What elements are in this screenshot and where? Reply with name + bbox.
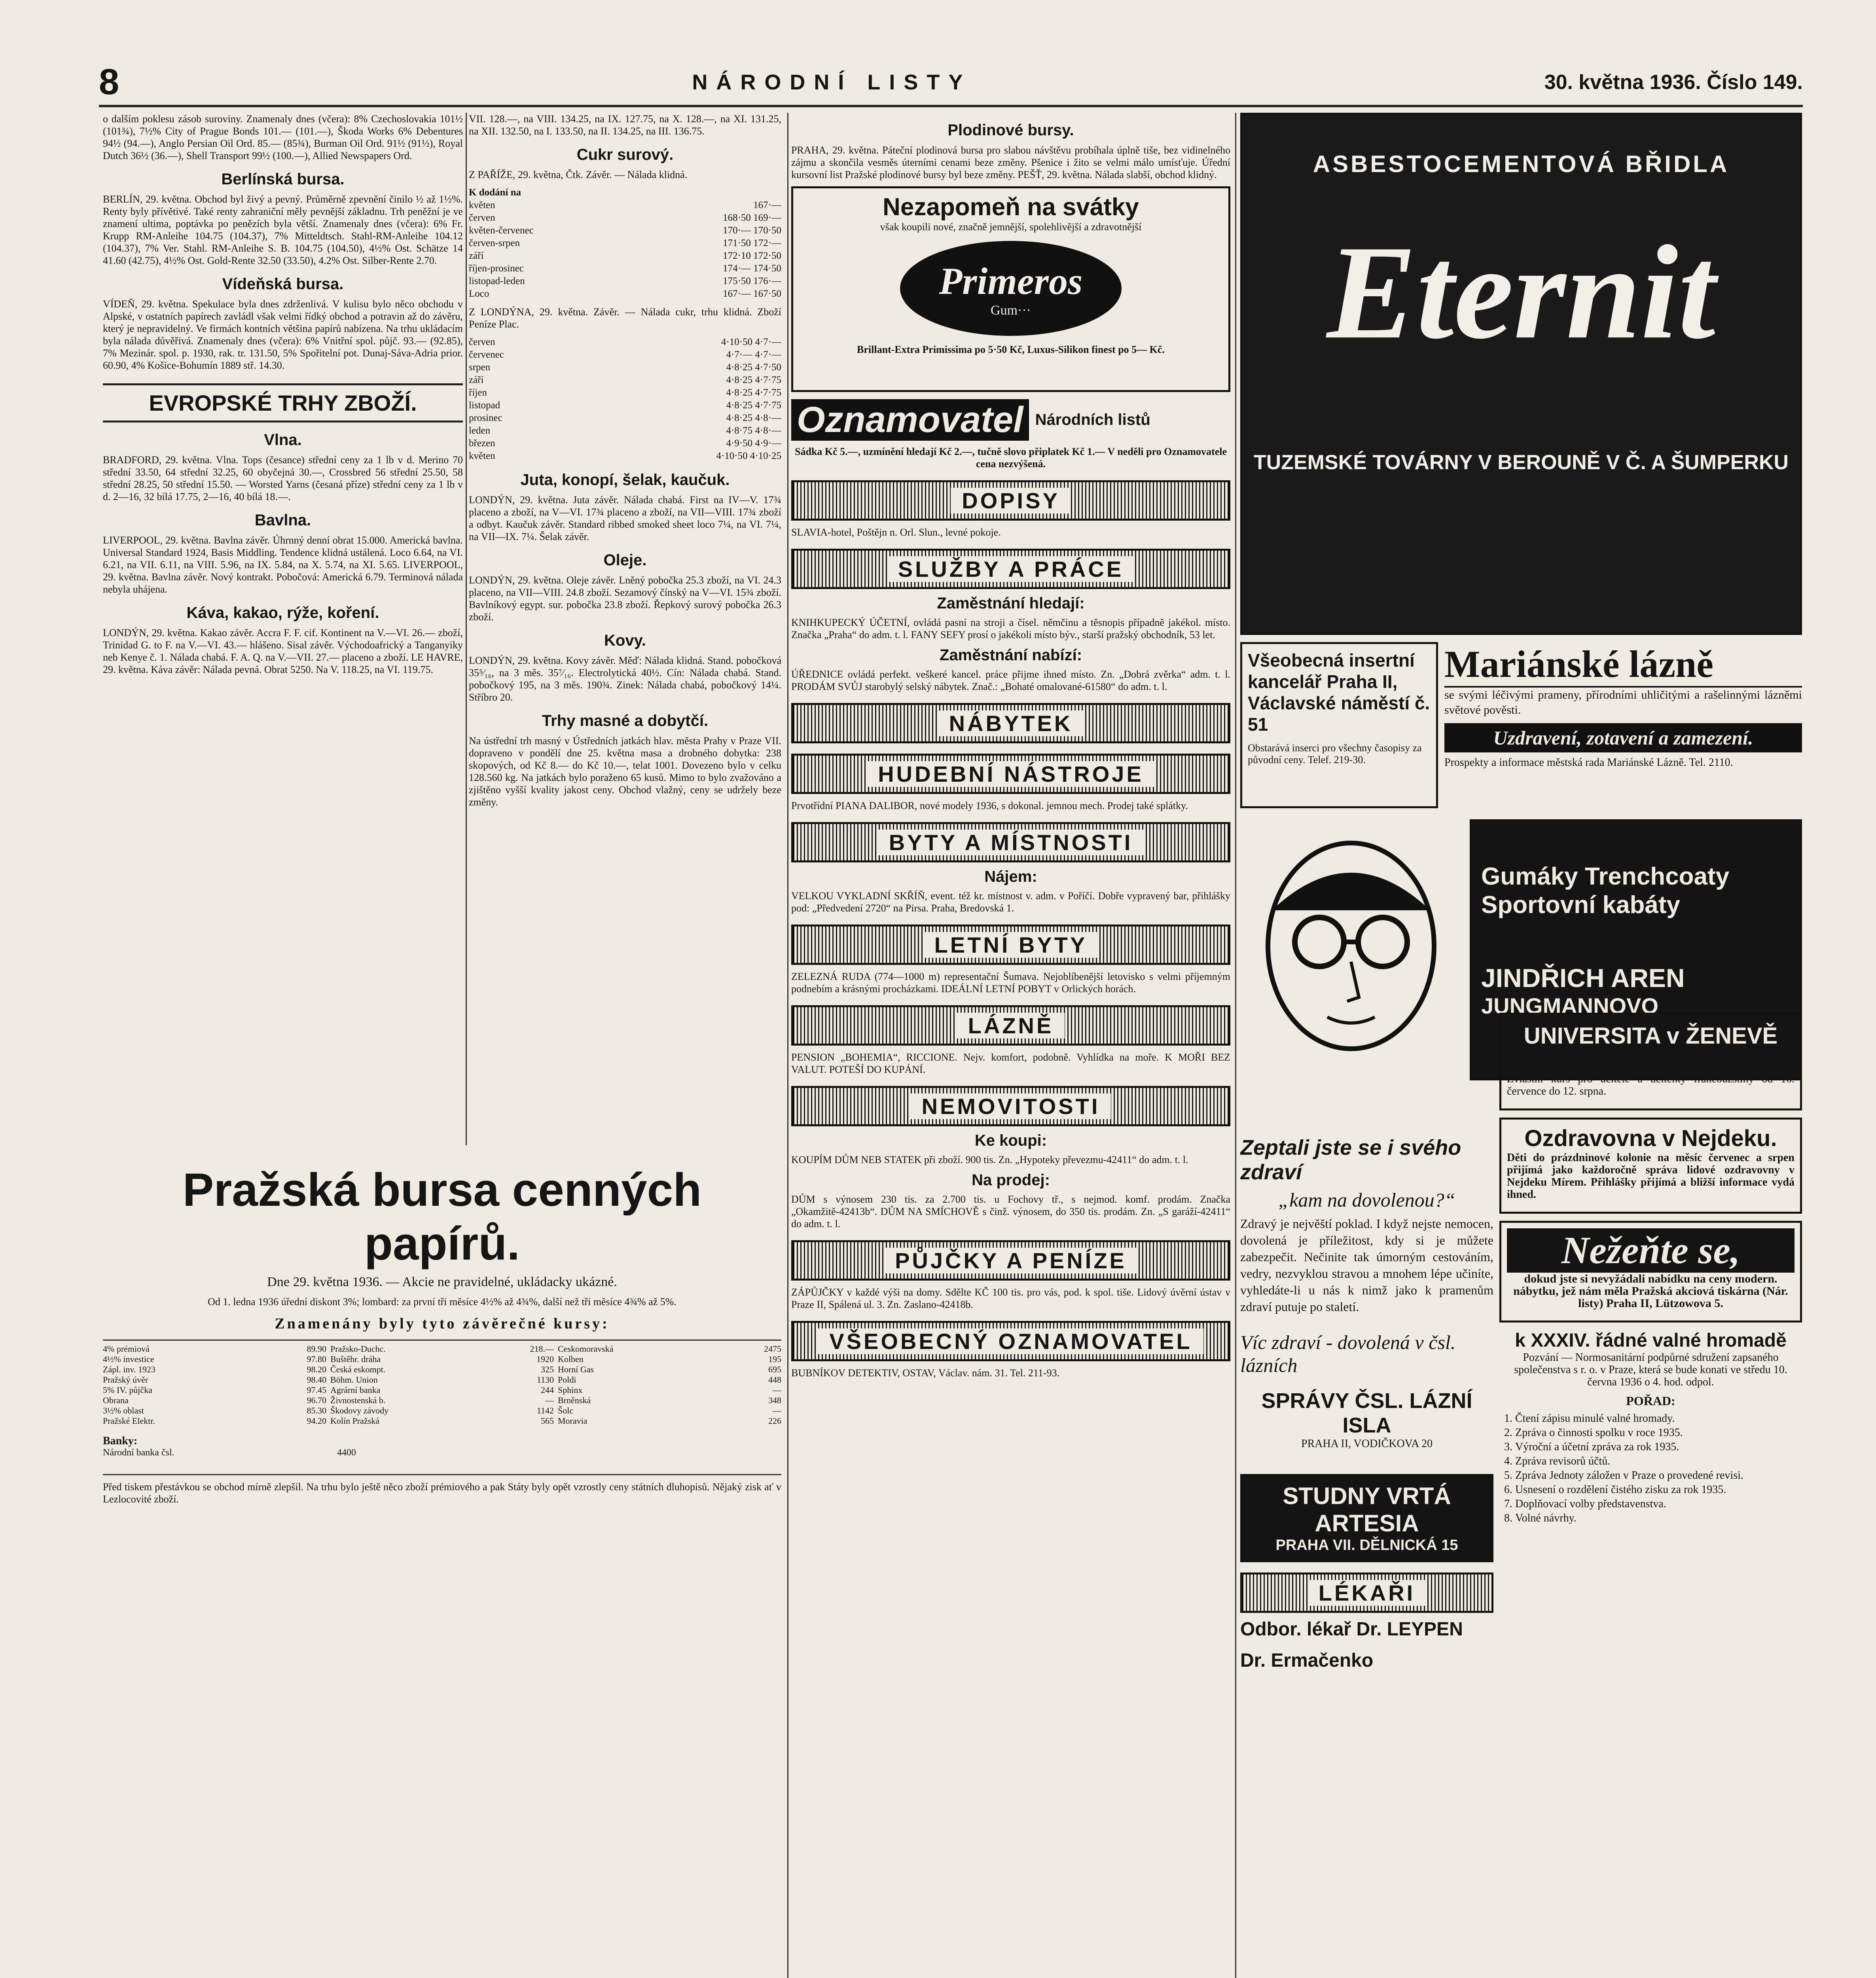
price-row [469, 336, 781, 349]
column-2 [469, 113, 781, 1141]
metals-text: LONDÝN, 29. května. Kovy závěr. Měď: Nálada klidná. Stand. pobočková 35⁵⁄₁₆, na 3 měs. 35⁷⁄₁₆. Electrolytická 40½. Cín: Nálada chabá. Stand. pobočkový 195, na 3 měs. 190¾. Zinek: Nálada chabá, pobočkový 14¼. Stříbro 20. [469, 655, 781, 703]
spas-text: PENSION „BOHEMIA“, RICCIONE. Nejv. komfort, podobně. Vyhlídka na moře. K MOŘI BEZ VALUT. POTEŠÍ DO KUPÁNÍ. [791, 1052, 1230, 1075]
column-rule [1235, 113, 1236, 1978]
doctor-leypen: Odbor. lékař Dr. LEYPEN [1240, 1619, 1463, 1640]
price-row [469, 275, 781, 288]
arent-products: Gumáky Trenchcoaty Sportovní kabáty [1481, 863, 1730, 919]
oils-text: LONDÝN, 29. května. Oleje závěr. Lněný pobočka 25.3 zboží, na VI. 24.3 placeno, na VII—VIII. 24.8 zboží. Sezamový čínský na V—VI. 15¾ zboží. Bavlníkový egypt. sur. pobočka 23.8 zboží. Řepkový surový pobočka 26.3 zboží. [469, 574, 781, 623]
row-label: Šolc [558, 1406, 574, 1415]
artesia-address: PRAHA VII. DĚLNICKÁ 15 [1275, 1537, 1458, 1554]
column-rule [787, 113, 788, 1978]
section-label: SLUŽBY A PRÁCE [887, 556, 1135, 582]
row-value: 195 [768, 1354, 781, 1364]
row-value: 1130 [536, 1375, 554, 1385]
row-label: Pražské Elektr. [103, 1416, 155, 1426]
row-value: 96.70 [307, 1395, 326, 1405]
list-item: 7. Doplňovací volby představenstva. [1515, 1497, 1802, 1511]
section-label: VŠEOBECNÝ OZNAMOVATEL [818, 1328, 1203, 1354]
row-value: 4·10·50 4·10·25 [716, 451, 781, 461]
market-intro: o dalším poklesu zásob suroviny. Znamenaly dnes (včera): 8% Czechoslovakia 101½ (101¾), 7½% City of Prague Bonds 101.— (101.—), Škoda Works 6% Debentures 94½ (94.—), Anglo Persian Oil Ord. 85.— (85¾), Burman Oil Ord. 91½ (91½), Royal Dutch 36½ (36.—), Shell Transport 99½ (100.—), Allied Newspapers Ord. [103, 113, 463, 161]
price-row [469, 262, 781, 275]
row-value: 98.20 [307, 1364, 326, 1374]
rate-row [103, 1385, 326, 1395]
row-value: 172·10 172·50 [723, 250, 781, 261]
row-label: listopad [469, 400, 500, 411]
primeros-ad [791, 186, 1230, 392]
row-label: Kolben [558, 1354, 584, 1364]
lease-text: VELKOU VYKLADNÍ SKŘÍŇ, event. též kr. místnost v. adm. v Poříčí. Dobře vypravený bar, přihlášky pod: „Předvedení 2720“ na Pirsa. Praha, Bredovská 1. [791, 890, 1230, 914]
row-value: 175·50 176·— [723, 276, 781, 286]
row-value: 348 [768, 1395, 781, 1405]
section-label: LÁZNĚ [957, 1013, 1065, 1038]
marianske-ad [1444, 642, 1802, 815]
row-label: Böhm. Union [330, 1375, 378, 1385]
rate-row [330, 1375, 554, 1385]
artesia-title: STUDNY VRTÁ ARTESIA [1283, 1483, 1451, 1537]
eternit-bottom: TUZEMSKÉ TOVÁRNY V BEROUNĚ V Č. A ŠUMPERKU [1253, 451, 1789, 474]
meat-heading: Trhy masné a dobytčí. [542, 712, 709, 729]
primeros-brand: Primeros [939, 260, 1083, 302]
row-value: 325 [541, 1364, 554, 1374]
row-value: 218.— [530, 1344, 554, 1354]
rate-row [558, 1344, 781, 1354]
man-with-glasses-icon [1240, 819, 1462, 1080]
arent-name: JINDŘICH AREN [1481, 963, 1685, 993]
rate-row [330, 1344, 554, 1354]
row-value: 4·7·— 4·7·— [726, 349, 781, 360]
list-item: 1. Čtení zápisu minulé valné hromady. [1515, 1412, 1802, 1426]
kancelar-text: Obstarává inserci pro všechny časopisy za původní ceny. Telef. 219-30. [1248, 742, 1422, 765]
wool-heading: Vlna. [264, 431, 302, 449]
oznamovatel-side: Národních listů [1035, 411, 1150, 428]
nezente-title: Nežeňte se, [1507, 1228, 1795, 1273]
eternit-ad [1240, 113, 1802, 635]
row-value: 4·8·25 4·8·— [726, 413, 781, 423]
masthead: NÁRODNÍ LISTY [692, 70, 972, 94]
oznamovatel-title: Oznamovatel [791, 399, 1029, 441]
row-label: listopad-leden [469, 276, 525, 286]
buy-heading: Ke koupi: [974, 1132, 1047, 1149]
row-label: Poldi [558, 1375, 576, 1385]
rate-row [558, 1375, 781, 1385]
arent-address: JUNGMANNOVO [1481, 993, 1659, 1018]
primeros-footer: Brillant-Extra Primissima po 5·50 Kč, Luxus-Silikon finest po 5— Kč. [857, 344, 1165, 355]
row-label: červenec [469, 349, 504, 360]
rate-row [103, 1354, 326, 1364]
section-label: NEMOVITOSTI [911, 1093, 1111, 1119]
row-label: Agrární banka [330, 1385, 381, 1395]
rate-row [558, 1385, 781, 1395]
marianske-slogan: Uzdravení, zotavení a zamezení. [1444, 723, 1802, 752]
price-row [469, 424, 781, 437]
row-label: Obrana [103, 1395, 129, 1405]
rate-row [558, 1354, 781, 1364]
section-summer [791, 925, 1230, 965]
coffee-text: LONDÝN, 29. května. Kakao závěr. Accra F. F. cif. Kontinent na V.—VI. 26.— zboží, Trinidad G. to F. na V.—VI. 43.— hlášeno. Sisal závěr. Východoafrický a Tanganyiky neb Kenye č. 1. Nálada chabá. F. A. Q. na V.—VII. 27.— placeno a zboží. LE HAVRE, 29. května. Káva závěr: Nálada pevná. Obrat 5250. Na V. 118.25, na VI. 119.75. [103, 627, 463, 675]
price-row [469, 412, 781, 424]
row-label: červen [469, 337, 495, 347]
row-label: červen-srpen [469, 238, 520, 248]
bourse-subtitle: Dne 29. května 1936. — Akcie ne pravidelné, ukládacky ukázné. [267, 1275, 617, 1289]
nejdek-text: Děti do prázdninové kolonie na měsíc červenec a srpen přijímá jako každoročně správa lidové ozdravovny v Nejdeku Mírem. Přihlášky přijímá a bližší informace vydá ihned. [1507, 1152, 1795, 1201]
row-value: 167·— [753, 200, 781, 210]
rate-row [558, 1406, 781, 1416]
rates-column [330, 1344, 554, 1426]
spa-admin: SPRÁVY ČSL. LÁZNÍ ISLA [1261, 1389, 1472, 1437]
jobs-wanted-text: KNIHKUPECKÝ ÚČETNÍ, ovládá pasní na stroji a čísel. němčinu a těsnopis případně jakékol. místo. Značka „Praha“ do adm. t. l. FANY SEFY prosí o jakékoli místo býv., starší pražský obchodník, 53 let. [791, 617, 1230, 640]
row-label: květen [469, 451, 495, 461]
rate-row [330, 1354, 554, 1364]
list-item: 2. Zpráva o činnosti spolku v roce 1935. [1515, 1426, 1802, 1440]
sugar-price-table [469, 186, 781, 300]
row-value: 4·8·25 4·7·75 [726, 400, 781, 411]
price-row [469, 250, 781, 262]
insertni-kancelar-ad [1240, 642, 1438, 808]
row-value: 1920 [536, 1354, 554, 1364]
buy-text: KOUPÍM DŮM NEB STATEK při zboží. 900 tis. Zn. „Hypoteky převezmu-42411“ do adm. t. l. [791, 1154, 1188, 1165]
row-label: 3½% oblast [103, 1406, 144, 1415]
row-label: 4% prémiová [103, 1344, 150, 1354]
row-label: Pražský úvěr [103, 1375, 148, 1385]
price-row [469, 387, 781, 399]
primeros-sub: však koupili nové, značně jemnější, spolehlivější a zdravotnější [880, 221, 1142, 233]
row-label: říjen-prosinec [469, 263, 524, 274]
row-label: Moravia [558, 1416, 587, 1426]
metals-heading: Kovy. [604, 632, 646, 649]
rate-row [558, 1395, 781, 1406]
vienna-text: VÍDEŇ, 29. května. Spekulace byla dnes zdrženlivá. V kulisu bylo něco obchodu v Alpské, v ostatních papírech zavládl však velmi řídký obchod a potravin až do závěru, který je nepravidelný. Ve firmách kontních většina papírů nabízena. Na trhu ukládacím byla nálada důvěřivá. Znamenaly dnes (včera): 6% Vnitřní spol. půjč. 93.— (92.85), 7% Mezinár. spol. p. 1930, rak. tr. 131.50, 5% Spořitelní pot. Dunaj-Sáva-Adria prior. 60.90, 4% Košice-Bohumín 1889 stř. 14.30. [103, 298, 463, 371]
jobs-offered-heading: Zaměstnání nabízí: [939, 646, 1082, 664]
row-value: 448 [768, 1375, 781, 1385]
rate-row [103, 1375, 326, 1385]
price-row [469, 399, 781, 412]
geneva-text: Zvláštní kurs pro učitele a učitelky francouzštiny od 16. července do 12. srpna. [1507, 1073, 1795, 1097]
row-value: 4·8·25 4·7·75 [726, 387, 781, 398]
eternit-top: ASBESTOCEMENTOVÁ BŘIDLA [1313, 151, 1730, 177]
row-label: Brněnská [558, 1395, 591, 1405]
column-4 [1240, 113, 1802, 1090]
vienna-heading: Vídeňská bursa. [222, 275, 344, 293]
row-value: 168·50 169·— [723, 212, 781, 223]
kancelar-title: Všeobecná insertní kancelář Praha II, Václavské náměstí č. 51 [1248, 650, 1430, 735]
price-row [469, 212, 781, 224]
row-value: 85.30 [307, 1406, 326, 1415]
row-value: 4·8·75 4·8·— [726, 425, 781, 436]
lease-heading: Nájem: [984, 868, 1037, 885]
geneva-ad [1499, 1013, 1802, 1110]
list-item: 5. Zpráva Jednoty záložen v Praze o provedené revisi. [1515, 1468, 1802, 1483]
row-value: 1142 [536, 1406, 554, 1415]
rates-table [103, 1340, 781, 1426]
section-music [791, 754, 1230, 794]
section-furniture [791, 703, 1230, 743]
row-label: Horní Gas [558, 1364, 594, 1374]
spa-admin-address: PRAHA II, VODIČKOVA 20 [1301, 1438, 1433, 1450]
rate-row [103, 1395, 326, 1406]
cotton-heading: Bavlna. [254, 512, 311, 529]
page-header [99, 59, 1803, 107]
column-1 [103, 113, 463, 1141]
london-sugar-table [469, 336, 781, 462]
row-label: březen [469, 438, 495, 449]
artesia-ad [1240, 1474, 1493, 1562]
list-item: 3. Výroční a účetní zpráva za rok 1935. [1515, 1440, 1802, 1454]
rate-row [103, 1406, 326, 1416]
row-value: 4·9·50 4·9·— [726, 438, 781, 449]
section-apartments [791, 822, 1230, 862]
berlin-heading: Berlínská bursa. [221, 171, 345, 188]
london-sugar-text: Z LONDÝNA, 29. května. Závěr. — Nálada cukr, trhu klidná. Zboží Peníze Plac. [469, 306, 781, 330]
row-value: 244 [541, 1385, 554, 1395]
jute-heading: Juta, konopí, šelak, kaučuk. [520, 471, 730, 489]
row-value: 170·— 170·50 [723, 225, 781, 236]
section-loans [791, 1240, 1230, 1281]
oils-heading: Oleje. [603, 551, 647, 569]
row-value: 97.45 [307, 1385, 326, 1395]
column-3 [791, 113, 1230, 1978]
agenda-heading: POŘAD: [1626, 1394, 1675, 1408]
health-headline: Zeptali jste se i svého zdraví [1240, 1136, 1461, 1184]
meeting-title: k XXXIV. řádné valné hromadě [1515, 1330, 1787, 1351]
primeros-gum: Gum··· [991, 303, 1031, 318]
section-label: HUDEBNÍ NÁSTROJE [867, 761, 1155, 787]
price-row [469, 237, 781, 250]
rate-row [330, 1395, 554, 1406]
geneva-sub: Prázdninové kursy moderní francouzštiny [1515, 1056, 1787, 1072]
bank-row [103, 1448, 356, 1458]
row-value: 94.20 [307, 1416, 326, 1426]
row-label: září [469, 375, 484, 385]
primeros-logo [900, 241, 1122, 336]
music-text: Prvotřídní PIANA DALIBOR, nové modely 1936, s dokonal. jemnou mech. Prodej také splátky. [791, 800, 1188, 811]
meat-text: Na ústřední trh masný v Ústředních jatkách hlav. města Prahy v Praze VII. dopraveno v pondělí dne 25. května masa a drobného dobytka: 238 skopových, od Kč 8.— do Kč 10.—, telat 1001. Dovezeno bylo v celku 128.560 kg. Na jatkách bylo poraženo 65 kusů. Mimo to bylo zvažováno a zjištěno vyšší kvality jakost ceny. Obchod vlažný, ceny se udržely beze změny. [469, 735, 781, 808]
oznamovatel-banner [791, 399, 1230, 441]
section-realestate [791, 1086, 1230, 1126]
rate-row [103, 1344, 326, 1354]
row-label: říjen [469, 387, 487, 398]
row-label: Buštěhr. dráha [330, 1354, 381, 1364]
rate-row [330, 1406, 554, 1416]
row-value: 2475 [764, 1344, 781, 1354]
section-label: BYTY A MÍSTNOSTI [878, 830, 1144, 855]
row-value: 4·10·50 4·7·— [721, 337, 781, 347]
primeros-headline: Nezapomeň na svátky [883, 193, 1139, 221]
list-item: 6. Usnesení o rozdělení čistého zisku za rok 1935. [1515, 1483, 1802, 1497]
banks-label: Banky: [103, 1435, 138, 1447]
section-label: LETNÍ BYTY [923, 932, 1099, 958]
row-label: květen [469, 200, 495, 210]
row-value: 4·8·25 4·7·50 [726, 362, 781, 373]
rates-column [103, 1344, 326, 1426]
geneva-title: UNIVERSITA v ŽENEVĚ [1507, 1020, 1795, 1052]
sugar-heading: Cukr surový. [576, 146, 674, 163]
rate-row [103, 1364, 326, 1375]
section-label: PŮJČKY A PENÍZE [884, 1248, 1138, 1273]
row-value: 565 [541, 1416, 554, 1426]
rate-row [103, 1416, 326, 1426]
wool-text: BRADFORD, 29. května. Vlna. Tops (česance) střední ceny za 1 lb v d. Merino 70 střední 33.50, 64 střední 32.25, 60 obyčejná 30.—, Crossbred 56 střední 25.50, 58 střední 28.25, 50 střední 15.50. — Worsted Yarns (česaná příze) střední ceny za 1 lb v d. 2—16, 32 bílá 17.75, 2—16, 40 bílá 18.—. [103, 454, 463, 502]
rate-row [330, 1416, 554, 1426]
grain-bourse-heading: Plodinové bursy. [947, 121, 1074, 139]
row-label: Zápl. inv. 1923 [103, 1364, 155, 1374]
doctor-ermacenko: Dr. Ermačenko [1240, 1650, 1374, 1671]
column-4b [1499, 1013, 1802, 1978]
price-row [469, 349, 781, 361]
price-row [469, 437, 781, 450]
row-label: Škodovy závody [330, 1406, 389, 1415]
section-label: LÉKAŘI [1308, 1580, 1426, 1606]
row-label: Česká eskompt. [330, 1364, 386, 1374]
row-value: 97.80 [307, 1354, 326, 1364]
row-label: Loco [469, 288, 489, 299]
row-label: červen [469, 212, 495, 223]
grain-bourse-text: PRAHA, 29. května. Páteční plodinová bursa pro slabou návštěvu probíhala úplně tiše, bez vidinelného zájmu a skončila vesměs úterními cenami beze změny. Pšenice i žito se velmi málo umísťuje. Úřední kursovní list Pražské plodinové bursy byl beze změny. PEŠŤ, 29. května. Nálada slabší, obchod klidný. [791, 144, 1230, 180]
bourse-title: Pražská bursa cenných papírů. [182, 1164, 702, 1270]
column-4a [1240, 1104, 1493, 1978]
row-label: květen-červenec [469, 225, 534, 236]
section-spas [791, 1005, 1230, 1046]
row-value: — [773, 1385, 781, 1395]
rate-row [330, 1385, 554, 1395]
bank-name: Národní banka čsl. [103, 1448, 174, 1458]
row-label: Ceskomoravská [558, 1344, 614, 1354]
bourse-note: Od 1. ledna 1936 úřední diskont 3%; lombard: za první tři měsíce 4½% až 4¾%, další než tři měsíce 4¾% až 5%. [208, 1296, 676, 1307]
health-sub: „kam na dovolenou?“ [1278, 1189, 1455, 1211]
section-label: DOPISY [951, 488, 1071, 513]
list-item: 4. Zpráva revisorů účtů. [1515, 1454, 1802, 1468]
price-row [469, 374, 781, 387]
rate-row [558, 1416, 781, 1426]
row-label: prosinec [469, 413, 502, 423]
prague-bourse-section [103, 1143, 781, 1978]
section-general [791, 1321, 1230, 1361]
price-row [469, 450, 781, 462]
letters-text: SLAVIA-hotel, Poštějn n. Orl. Slun., levné pokoje. [791, 527, 1001, 538]
sale-heading: Na prodej: [972, 1171, 1050, 1189]
ads-row-1 [1240, 642, 1802, 815]
nejdek-title: Ozdravovna v Nejdeku. [1524, 1125, 1777, 1151]
row-value: 167·— 167·50 [723, 288, 781, 299]
man-illustration [1240, 819, 1462, 1080]
eternit-logo: Eternit [1326, 218, 1716, 367]
price-row [469, 361, 781, 374]
jute-text: LONDÝN, 29. května. Juta závěr. Nálada chabá. First na IV—V. 17¾ placeno a zboží, na V—VI. 17¾ placeno a zboží, na VII—VIII. 17¾ zboží a odbyt. Kaučuk závěr. Standard ribbed smoked sheet loco 7¼, na VI. 7¼, na VII—IX. 7¼. Šelak závěr. [469, 494, 781, 542]
rates-column [558, 1344, 781, 1426]
row-value: 171·50 172·— [723, 238, 781, 248]
coffee-heading: Káva, kakao, rýže, koření. [186, 604, 379, 621]
sugar-text: Z PAŘÍŽE, 29. května, Čtk. Závěr. — Nálada klidná. [469, 169, 688, 180]
marianske-text: Prospekty a informace městská rada Mariánské Lázně. Tel. 2110. [1444, 756, 1733, 769]
section-label: NÁBYTEK [938, 710, 1084, 736]
general-text: BUBNÍKOV DETEKTIV, OSTAV, Václav. nám. 31. Tel. 211-93. [791, 1367, 1060, 1379]
column-rule [466, 113, 467, 1145]
nezente-ad [1499, 1221, 1802, 1322]
sale-text: DŮM s výnosem 230 tis. za 2.700 tis. u Fochovy tř., s nejmod. komf. prodám. Značka „Okamžitě-42413b“. DŮM NA SMÍCHOVĚ s činž. výnosem, do 350 tis. prodám. Zn. „S garáží-42411“ do adm. t. l. [791, 1194, 1230, 1230]
rate-row [330, 1364, 554, 1375]
row-value: 695 [768, 1364, 781, 1374]
row-label: srpen [469, 362, 491, 373]
page-number: 8 [99, 62, 119, 102]
row-label: Sphinx [558, 1385, 583, 1395]
oznamovatel-text: Sádka Kč 5.—, uzmínění hledají Kč 2.—, tučně slovo připlatek Kč 1.— V neděli pro Oznamovatele cena nezvýšená. [794, 446, 1227, 470]
row-value: 89.90 [307, 1344, 326, 1354]
price-row [469, 224, 781, 237]
table-head: K dodání na [469, 187, 521, 198]
loans-text: ZÁPŮJČKY v každé výši na domy. Sdělte KČ 100 tis. pro vás, pod. k spol. tiše. Lidový úvěrní ústav v Praze II, Spálená ul. 3. Zn. Zaslano-42418b. [791, 1286, 1230, 1310]
list-item: 8. Volné návrhy. [1515, 1511, 1802, 1525]
row-label: Živnostenská b. [330, 1395, 386, 1405]
jobs-wanted-heading: Zaměstnání hledají: [937, 595, 1085, 612]
marianske-title: Mariánské lázně [1444, 642, 1802, 688]
row-label: leden [469, 425, 491, 436]
rates-heading: Znamenány byly tyto závěrečné kursy: [275, 1315, 610, 1332]
price-row [469, 288, 781, 300]
price-row [469, 199, 781, 212]
row-label: Pražsko-Duchc. [330, 1344, 386, 1354]
row-value: 4·8·25 4·7·75 [726, 375, 781, 385]
row-label: Kolín Pražská [330, 1416, 380, 1426]
marianske-sub: se svými léčivými prameny, přírodními uhličitými a rašelinnými lázněmi světové pověsti. [1444, 688, 1802, 716]
rate-row [558, 1364, 781, 1375]
row-value: 98.40 [307, 1375, 326, 1385]
health-text: Zdravý je nejvěští poklad. I když nejste nemocen, dovolená je příležitost, kdy si je můžete zabezpečit. Nečinite tak úmorným cestováním, vedry, nezvyklou stravou a mnohem lépe učiníte, vyhledáte-li u nás k nimž jako k pramenům zdraví putuje po staletí. [1240, 1216, 1493, 1314]
berlin-text: BERLÍN, 29. května. Obchod byl živý a pevný. Průměrně zpevnění činilo ½ až 1½%. Renty byly přívětivé. Také renty zahraniční měly pevnější základnu. Trh peněžní je ve znamení ultima, poptávka po penězích byla větší. Znamenaly dnes (včera): 6% Fr. Krupp RM-Anleihe 104.75 (104.37), 7% Mitteldtsch. Stahl-RM-Anleihe 104.12 (104.37), 7% Ver. Stahl. RM-Anleihe S. B. 104.75 (104.50), 4½% Ost. Schätze 14 41.60 (42.75), 4½% Ost. Gold-Rente 32.50 (33.50), 4.2% Ost. Silber-Rente 2.70. [103, 193, 463, 266]
nezente-text: dokud jste si nevyžádali nabídku na ceny modern. nábytku, jež nám měla Pražská akciová tiskárna (Nár. listy) Praha II, Lützowova 5. [1513, 1272, 1788, 1310]
row-value: 174·— 174·50 [723, 263, 781, 274]
summer-text: ZELEZNÁ RUDA (774—1000 m) representační Šumava. Nejoblíbenější letovisko s velmi příjemným podnebím a krásnými procházkami. IDEÁLNÍ LETNÍ POBYT v Orlických horách. [791, 971, 1230, 995]
nejdek-ad [1499, 1118, 1802, 1214]
section-letters [791, 480, 1230, 521]
cotton-text: LIVERPOOL, 29. května. Bavlna závěr. Úhrnný denní obrat 15.000. Americká bavlna. Universal Standard 1924, Basis Middling. Tendence klidná ustálená. Loco 6.64, na VI. 6.21, na VII. 6.11, na VIII. 5.96, na IX. 5.84, na X. 5.74, na XI. 5.65. LIVERPOOL, 29. května. Bavlna závěr. Nový kontrakt. Pobočová: Americká 6.79. Terminová nálada nebyla uhájena. [103, 534, 463, 595]
meeting-sub: Pozvání — Normosanitární podpůrné sdružení zapsaného společenstva s r. o. v Praze, která se bude konati ve středu 10. června 1936 o 4. hod. odpol. [1514, 1351, 1787, 1388]
bank-value: 4400 [337, 1448, 356, 1458]
row-label: 4½% investice [103, 1354, 154, 1364]
jobs-offered-text: ÚŘEDNICE ovládá perfekt. veškeré kancel. práce přijme ihned místo. Zn. „Dobrá zvěrka“ adm. t. l. PRODÁM SVŮJ starobylý selský nábytek. Znač.: „Bohaté omalované-61580“ do adm. t. l. [791, 669, 1230, 692]
row-value: — [545, 1395, 554, 1405]
row-value: — [773, 1406, 781, 1415]
cont-text: VII. 128.—, na VIII. 134.25, na IX. 127.75, na X. 128.—, na XI. 131.25, na XII. 132.50, na I. 133.50, na II. 134.25, na III. 136.75. [469, 113, 781, 137]
european-markets-heading: EVROPSKÉ TRHY ZBOŽÍ. [103, 383, 463, 423]
row-label: 5% IV. půjčka [103, 1385, 152, 1395]
health-slogan: Víc zdraví - dovolená v čsl. lázních [1240, 1331, 1456, 1376]
date-issue: 30. května 1936. Číslo 149. [1544, 70, 1803, 94]
agenda-list [1515, 1412, 1802, 1525]
row-label: září [469, 250, 484, 261]
bourse-commentary: Před tiskem přestávkou se obchod mírně zlepšil. Na trhu bylo ještě něco zboží prémiového a pak Státy byly opět vzrostly ceny státních dluhopisů. Nějaký zisk ať v Lezlocovité zboží. [103, 1474, 781, 1505]
section-services [791, 549, 1230, 589]
row-value: 226 [768, 1416, 781, 1426]
section-doctors [1240, 1573, 1493, 1613]
